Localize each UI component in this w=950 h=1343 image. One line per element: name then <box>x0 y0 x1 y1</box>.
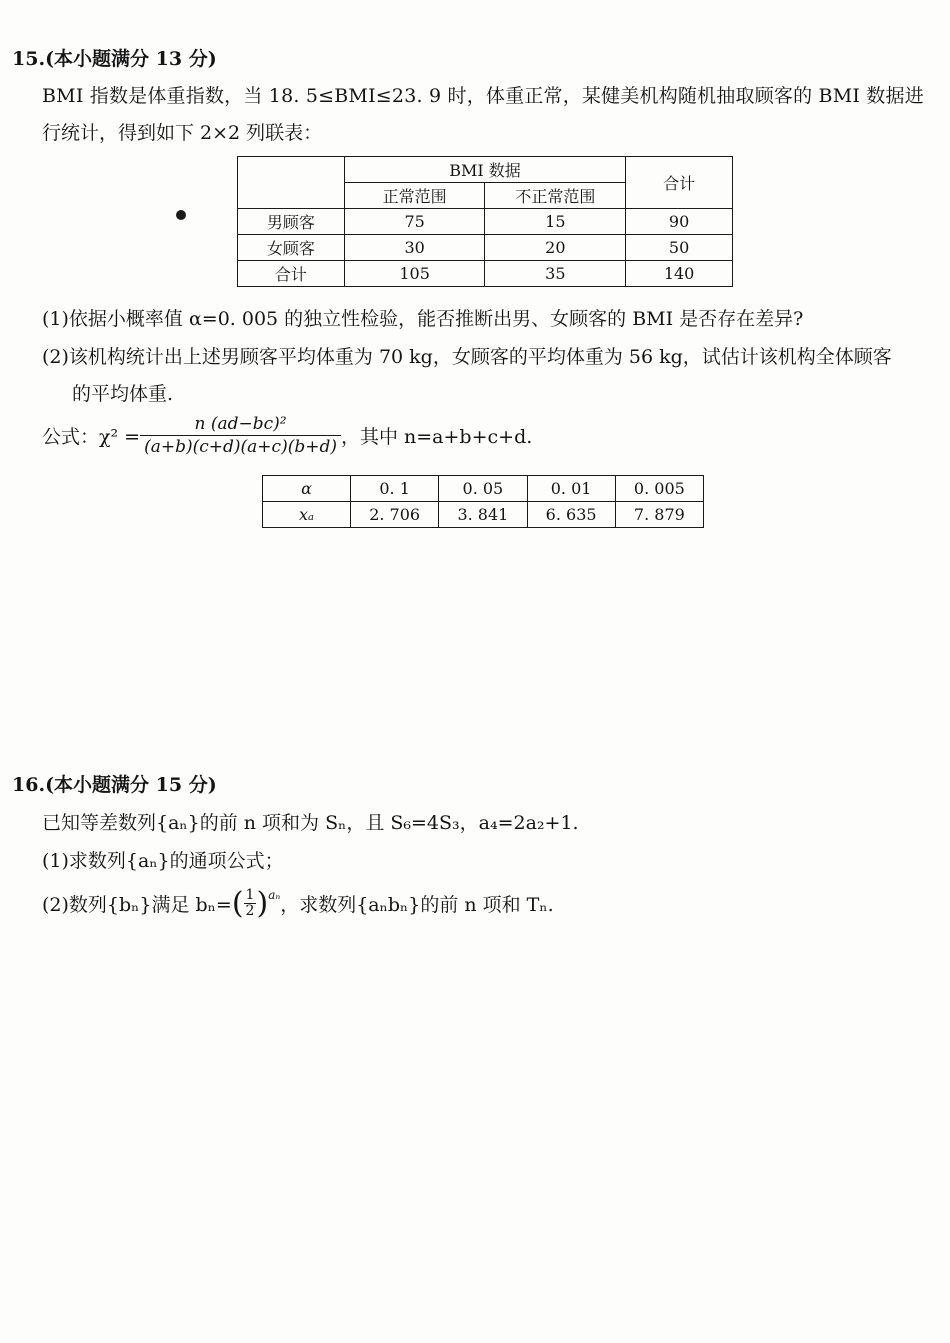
cell-abnormal: 35 <box>485 261 626 287</box>
alpha-value: 0. 05 <box>439 476 527 502</box>
formula-prefix: 公式：χ² = <box>42 426 141 448</box>
cell-normal: 30 <box>344 235 485 261</box>
cell-normal: 105 <box>344 261 485 287</box>
formula-fraction <box>140 414 341 457</box>
left-paren: ( <box>231 886 244 921</box>
x-value: 6. 635 <box>527 502 615 528</box>
table-corner-cell <box>238 157 345 209</box>
critical-value-table <box>262 475 704 528</box>
ink-dot-mark <box>176 210 186 220</box>
cell-total: 90 <box>626 209 733 235</box>
q15-number: 15. <box>12 48 46 70</box>
cell-total: 50 <box>626 235 733 261</box>
row-label: 男顾客 <box>238 209 345 235</box>
alpha-value: 0. 01 <box>527 476 615 502</box>
alpha-value: 0. 005 <box>615 476 703 502</box>
table-total-header: 合计 <box>626 157 733 209</box>
cell-normal: 75 <box>344 209 485 235</box>
contingency-table <box>237 156 733 287</box>
table-row <box>238 261 733 287</box>
q16-part2 <box>42 886 554 921</box>
q16-number: 16. <box>12 774 46 796</box>
x-value: 3. 841 <box>439 502 527 528</box>
x-value: 7. 879 <box>615 502 703 528</box>
formula-suffix: ，其中 n=a+b+c+d. <box>340 426 533 448</box>
q15-part2-line2: 的平均体重. <box>72 383 174 405</box>
q15-part1: (1)依据小概率值 α=0. 005 的独立性检验，能否推断出男、女顾客的 BMI 是否存在差异? <box>42 308 804 330</box>
q16-intro: 已知等差数列{aₙ}的前 n 项和为 Sₙ，且 S₆=4S₃，a₄=2a₂+1. <box>42 812 579 834</box>
x-value: 2. 706 <box>351 502 439 528</box>
table-group-header: BMI 数据 <box>344 157 625 183</box>
table-col-abnormal: 不正常范围 <box>485 183 626 209</box>
table-row <box>263 476 704 502</box>
q16-header: (本小题满分 15 分) <box>45 774 217 796</box>
formula-denominator: (a+b)(c+d)(a+c)(b+d) <box>144 437 337 457</box>
table-row <box>238 209 733 235</box>
half-fraction <box>244 888 257 919</box>
row-label: 女顾客 <box>238 235 345 261</box>
x-label: xₐ <box>263 502 351 528</box>
alpha-label: α <box>263 476 351 502</box>
formula-numerator: n (ad−bc)² <box>140 414 341 436</box>
half-denominator: 2 <box>245 903 255 919</box>
exponent: aₙ <box>268 888 281 902</box>
q15-title <box>12 44 217 71</box>
chi-square-formula <box>42 414 532 457</box>
cell-abnormal: 15 <box>485 209 626 235</box>
q16-part2-prefix: (2)数列{bₙ}满足 bₙ= <box>42 894 232 916</box>
table-row <box>238 235 733 261</box>
cell-abnormal: 20 <box>485 235 626 261</box>
right-paren: ) <box>256 886 269 921</box>
table-col-normal: 正常范围 <box>344 183 485 209</box>
alpha-value: 0. 1 <box>351 476 439 502</box>
q15-header: (本小题满分 13 分) <box>45 48 217 70</box>
cell-total: 140 <box>626 261 733 287</box>
q16-title <box>12 770 217 797</box>
q15-part2-line1: (2)该机构统计出上述男顾客平均体重为 70 kg，女顾客的平均体重为 56 kg，试估计该机构全体顾客 <box>42 346 892 368</box>
table-row <box>263 502 704 528</box>
half-numerator: 1 <box>245 887 255 903</box>
q15-intro-line2: 行统计，得到如下 2×2 列联表： <box>42 122 323 144</box>
q15-intro-line1: BMI 指数是体重指数，当 18. 5≤BMI≤23. 9 时，体重正常，某健美机构随机抽取顾客的 BMI 数据进 <box>42 85 924 107</box>
row-label: 合计 <box>238 261 345 287</box>
q16-part2-suffix: ，求数列{aₙbₙ}的前 n 项和 Tₙ. <box>280 894 554 916</box>
q16-part1: (1)求数列{aₙ}的通项公式； <box>42 850 284 872</box>
